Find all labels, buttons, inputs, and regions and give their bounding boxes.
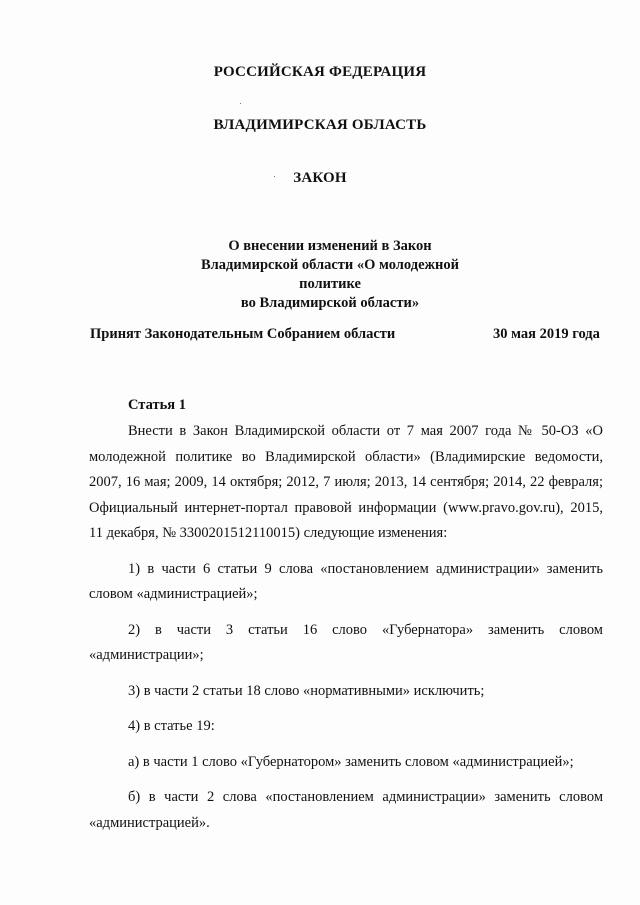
law-title xyxy=(170,237,490,313)
law-title-line-2: Владимирской области «О молодежной политике xyxy=(200,257,460,292)
change-item-1: 1) в части 6 статьи 9 слова «постановлением администрации» заменить словом «администрацией»; xyxy=(89,560,603,602)
adoption-body: Принят Законодательным Собранием области xyxy=(90,326,396,342)
change-item-2: 2) в части 3 статьи 16 слово «Губернатора» заменить словом «администрации»; xyxy=(89,621,603,663)
article-1-intro: Внести в Закон Владимирской области от 7 мая 2007 года № 50-ОЗ «О молодежной политике во Владимирской области» (Владимирские ведомости, 2007, 16 мая; 2009, 14 октября; 2012, 7 июля; 2013, 14 сентября; 2014, 22 февраля; Официальный интернет-портал правовой информации (www.pravo.gov.ru), 2015, 11 декабря, № 3300201512110015) следующие изменения: xyxy=(89,423,603,541)
doc-type-heading: ЗАКОН xyxy=(293,170,347,186)
law-title-line-1: О внесении изменений в Закон xyxy=(228,238,432,254)
region-heading: ВЛАДИМИРСКАЯ ОБЛАСТЬ xyxy=(213,117,427,133)
change-item-4: 4) в статье 19: xyxy=(128,718,215,734)
adoption-date: 30 мая 2019 года xyxy=(493,326,600,342)
scan-speck xyxy=(240,103,241,104)
change-item-4a: а) в части 1 слово «Губернатором» заменить словом «администрацией»; xyxy=(128,753,574,770)
country-heading: РОССИЙСКАЯ ФЕДЕРАЦИЯ xyxy=(213,64,427,80)
article-1-body xyxy=(89,419,603,836)
scan-speck xyxy=(274,176,275,177)
change-item-3: 3) в части 2 статьи 18 слово «нормативными» исключить; xyxy=(128,682,485,699)
article-1-heading: Статья 1 xyxy=(128,397,186,413)
change-item-4b: б) в части 2 слова «постановлением администрации» заменить словом «администрацией». xyxy=(89,789,603,831)
law-title-line-3: во Владимирской области» xyxy=(240,295,420,311)
